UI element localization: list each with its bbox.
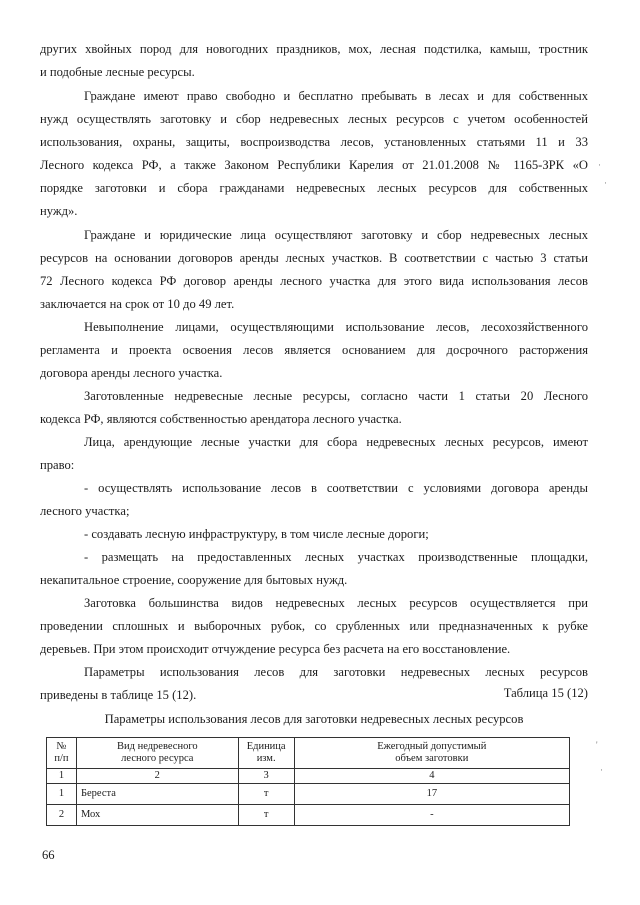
text-line: некапитальное строение, сооружение для бытовых нужд. <box>40 573 348 587</box>
header-number <box>47 738 77 769</box>
text-line: приведены в таблице 15 (12). <box>40 688 197 702</box>
scan-speck: ' <box>596 740 598 750</box>
text-line: Параметры использования лесов для заготовки недревесных лесных ресурсов <box>84 665 588 679</box>
scan-speck: · <box>598 160 601 170</box>
table-title: Параметры использования лесов для заготовки недревесных лесных ресурсов <box>104 712 524 726</box>
text-line: договора аренды лесного участка. <box>40 366 223 380</box>
header-label: Ежегодный допустимый объем заготовки <box>377 741 487 764</box>
text-line: - размещать на предоставленных лесных участках производственные площадки, <box>84 550 588 564</box>
column-number: 3 <box>238 769 294 784</box>
unit: т <box>238 805 294 826</box>
header-unit <box>238 738 294 769</box>
text-line: деревьев. При этом происходит отчуждение ресурса без расчета на его восстановление. <box>40 642 511 656</box>
scan-speck: · <box>600 765 603 775</box>
row-number: 2 <box>47 805 77 826</box>
column-number: 4 <box>294 769 569 784</box>
scan-speck: · <box>604 178 607 188</box>
table-header-row <box>47 738 570 769</box>
resources-table <box>46 737 570 826</box>
text-line: нужд». <box>40 204 78 218</box>
text-line: - создавать лесную инфраструктуру, в том числе лесные дороги; <box>84 527 429 541</box>
text-line: регламента и проекта освоения лесов является основанием для досрочного расторжения <box>40 343 588 357</box>
header-annual-volume <box>294 738 569 769</box>
page-number: 66 <box>42 848 55 862</box>
table-column-number-row <box>47 769 570 784</box>
resource-name: Береста <box>76 784 238 805</box>
text-line: 72 Лесного кодекса РФ договор аренды лесного участка для этого вида использования лесов <box>40 274 588 288</box>
text-line: Граждане и юридические лица осуществляют заготовку и сбор недревесных лесных <box>84 228 588 242</box>
annual-volume: 17 <box>294 784 569 805</box>
text-line: других хвойных пород для новогодних праздников, мох, лесная подстилка, камыш, тростник <box>40 42 588 56</box>
text-line: и подобные лесные ресурсы. <box>40 65 195 79</box>
text-line: лесного участка; <box>40 504 130 518</box>
text-line: Заготовленные недревесные лесные ресурсы, согласно части 1 статьи 20 Лесного <box>84 389 588 403</box>
table-caption: Таблица 15 (12) <box>503 686 588 700</box>
text-line: Лесного кодекса РФ, а также Законом Республики Карелия от 21.01.2008 № 1165-ЗРК «О <box>40 158 588 172</box>
text-line: порядке заготовки и сбора гражданами недревесных лесных ресурсов для собственных <box>40 181 588 195</box>
header-label: № п/п <box>54 741 69 764</box>
text-line: Заготовка большинства видов недревесных лесных ресурсов осуществляется при <box>84 596 588 610</box>
text-line: Лица, арендующие лесные участки для сбора недревесных лесных ресурсов, имеют <box>84 435 588 449</box>
column-number: 1 <box>47 769 77 784</box>
table-row <box>47 784 570 805</box>
header-resource-type <box>76 738 238 769</box>
row-number: 1 <box>47 784 77 805</box>
header-label: Вид недревесного лесного ресурса <box>116 741 198 764</box>
text-line: нужд осуществлять заготовку и сбор недревесных лесных ресурсов с учетом особенностей <box>40 112 588 126</box>
text-line: - осуществлять использование лесов в соответствии с условиями договора аренды <box>84 481 588 495</box>
text-line: проведении сплошных и выборочных рубок, со срубленных или предназначенных к рубке <box>40 619 588 633</box>
column-number: 2 <box>76 769 238 784</box>
text-line: ресурсов на основании договоров аренды лесных участков. В соответствии с частью 3 статьи <box>40 251 588 265</box>
annual-volume: - <box>294 805 569 826</box>
resource-name: Мох <box>76 805 238 826</box>
header-label: Единица изм. <box>246 741 286 764</box>
table-row <box>47 805 570 826</box>
text-line: право: <box>40 458 75 472</box>
text-line: заключается на срок от 10 до 49 лет. <box>40 297 235 311</box>
text-line: Граждане имеют право свободно и бесплатно пребывать в лесах и для собственных <box>84 89 588 103</box>
text-line: Невыполнение лицами, осуществляющими использование лесов, лесохозяйственного <box>84 320 588 334</box>
text-line: кодекса РФ, являются собственностью арендатора лесного участка. <box>40 412 402 426</box>
text-line: использования, охраны, защиты, воспроизводства лесов, установленных статьями 11 и 33 <box>40 135 588 149</box>
unit: т <box>238 784 294 805</box>
